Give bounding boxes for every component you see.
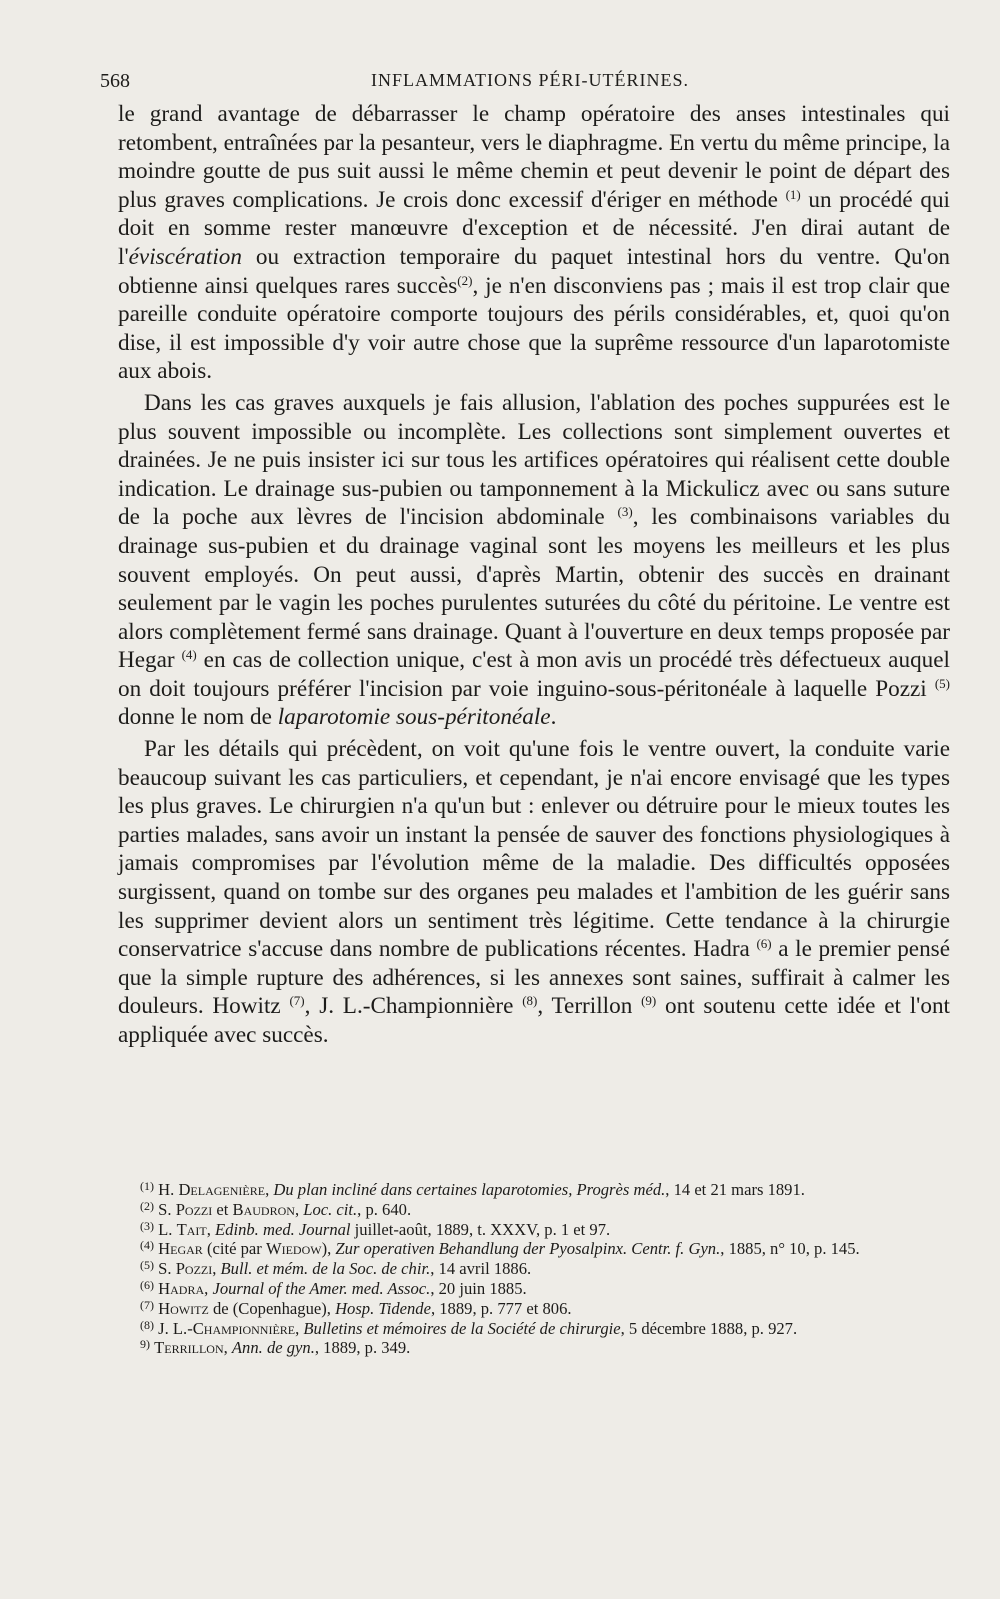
italic-text: laparotomie sous-péritonéale bbox=[277, 704, 551, 731]
footnote bbox=[118, 1220, 950, 1240]
author-name: Hegar bbox=[158, 1239, 203, 1259]
running-title: INFLAMMATIONS PÉRI-UTÉRINES. bbox=[370, 70, 689, 90]
italic-text: Loc. cit. bbox=[303, 1199, 358, 1219]
text-run: L. bbox=[154, 1219, 177, 1239]
italic-text: Bulletins et mémoires de la Société de chirurgie bbox=[303, 1318, 621, 1338]
footnote-mark: (4) bbox=[140, 1238, 154, 1253]
text-run: ou extraction temporaire du paquet intestinal hors du ventre. Qu'on obtienne ainsi quelques rares succès bbox=[118, 243, 950, 299]
text-run: , bbox=[206, 1219, 216, 1239]
footnote-ref: (2) bbox=[457, 272, 473, 288]
footnote-mark: 9) bbox=[140, 1337, 150, 1352]
paragraph bbox=[118, 389, 950, 732]
text-run: , je n'en disconviens pas ; mais il est trop clair que pareille conduite opératoire comporte toujours des périls considérables, et, quoi qu'on dise, il est impossible d'y voir autre chose que la suprême ressource d'un laparotomiste aux abois. bbox=[118, 272, 950, 385]
page-number: 568 bbox=[100, 70, 130, 92]
paragraph bbox=[118, 735, 950, 1050]
footnote-mark: (2) bbox=[140, 1198, 154, 1213]
italic-text: Hosp. Tidende bbox=[335, 1298, 431, 1318]
italic-text: Zur operativen Behandlung der Pyosalpinx. Centr. f. Gyn. bbox=[335, 1239, 721, 1259]
text-run: donne le nom de bbox=[118, 704, 278, 731]
italic-text: Du plan incliné dans certaines laparotomies, Progrès méd. bbox=[273, 1180, 666, 1199]
text-run: , bbox=[294, 1199, 304, 1219]
footnote-mark: (3) bbox=[140, 1218, 154, 1233]
text-run: , 14 avril 1886. bbox=[430, 1259, 532, 1279]
footnote-ref: (4) bbox=[181, 647, 197, 663]
italic-text: Ann. de gyn. bbox=[231, 1338, 315, 1358]
text-run: et bbox=[212, 1199, 233, 1219]
author-name: Hadra bbox=[158, 1278, 205, 1298]
footnote bbox=[118, 1299, 950, 1319]
author-name: Terrillon bbox=[154, 1338, 224, 1358]
author-name: Pozzi bbox=[175, 1199, 213, 1219]
footnote-mark: (6) bbox=[140, 1277, 154, 1292]
footnote-mark: (1) bbox=[140, 1179, 154, 1193]
text-run: , Terrillon bbox=[537, 993, 642, 1020]
author-name: Baudron bbox=[232, 1199, 295, 1219]
text-run: Dans les cas graves auxquels je fais allusion, l'ablation des poches suppurées est le plus souvent impossible ou incomplète. Les collections sont simplement ouvertes et drainées. Je ne puis insister ici sur tous les artifices opératoires qui réalisent cette double indication. Le drainage sus-pubien ou tamponnement à la Mickulicz avec ou sans suture de la poche aux lèvres de l'incision abdominale bbox=[118, 389, 950, 531]
text-run: , 5 décembre 1888, p. 927. bbox=[620, 1318, 798, 1338]
footnote bbox=[118, 1259, 950, 1279]
footnote bbox=[118, 1180, 950, 1200]
text-run: , bbox=[265, 1180, 274, 1199]
author-name: Tait bbox=[176, 1219, 207, 1239]
footnotes bbox=[118, 1180, 950, 1358]
text-run: J. bbox=[154, 1318, 173, 1338]
footnote-ref: (1) bbox=[785, 186, 801, 202]
text-run: S. bbox=[154, 1199, 176, 1219]
footnote-ref: (6) bbox=[756, 936, 772, 952]
footnote bbox=[118, 1279, 950, 1299]
author-name: Wiedow bbox=[265, 1239, 322, 1259]
text-run: , bbox=[223, 1338, 232, 1358]
body-text bbox=[118, 100, 950, 1050]
text-run: ), bbox=[321, 1239, 336, 1259]
text-run: juillet-août, 1889, t. XXXV, p. 1 et 97. bbox=[350, 1219, 611, 1239]
footnote bbox=[118, 1239, 950, 1259]
text-run: H. bbox=[154, 1180, 179, 1199]
text-run: , 1889, p. 349. bbox=[314, 1338, 411, 1358]
footnote bbox=[118, 1319, 950, 1339]
text-run: , 1889, p. 777 et 806. bbox=[430, 1298, 572, 1318]
italic-text: Bull. et mém. de la Soc. de chir. bbox=[220, 1259, 431, 1279]
text-run: de (Copenhague), bbox=[208, 1298, 336, 1318]
footnote-ref: (3) bbox=[617, 504, 633, 520]
footnote-ref: (5) bbox=[934, 675, 950, 691]
running-head bbox=[100, 70, 940, 96]
author-name: Howitz bbox=[158, 1298, 209, 1318]
text-run: , J. L.-Championnière bbox=[304, 993, 523, 1020]
text-run: . bbox=[550, 704, 557, 731]
text-run: le grand avantage de débarrasser le champ opératoire des anses intestinales qui retombent, entraînées par la pesanteur, vers le diaphragme. En vertu du même principe, la moindre goutte de pus suit aussi le même chemin et peut devenir le point de départ des plus graves complications. Je crois donc excessif d'ériger en méthode bbox=[118, 101, 950, 213]
text-run: , les combinaisons variables du drainage sus-pubien et du drainage vaginal sont les moyens les meilleurs et les plus souvent employés. On peut aussi, d'après Martin, obtenir des succès en drainant seulement par le vagin les poches purulentes suturées du côté du péritoine. Le ventre est alors complètement fermé sans drainage. Quant à l'ouverture en deux temps proposée par Hegar bbox=[118, 504, 950, 674]
text-run: , bbox=[295, 1318, 304, 1338]
italic-text: Edinb. med. Journal bbox=[215, 1219, 351, 1239]
text-run: Par les détails qui précèdent, on voit qu'une fois le ventre ouvert, la conduite varie beaucoup suivant les cas particuliers, et cependant, je n'ai encore envisagé que les types les plus graves. Le chirurgien n'a qu'un but : enlever ou détruire pour le mieux toutes les parties malades, sans avoir un instant la pensée de sauver des fonctions physiologiques à jamais compromises par l'évolution même de la maladie. Des difficultés opposées surgissent, quand on tombe sur des organes peu malades et l'ambition de les guérir sans les supprimer devient alors un sentiment très légitime. Cette tendance à la chirurgie conservatrice s'accuse dans nombre de publications récentes. Hadra bbox=[118, 736, 950, 963]
text-run: ont soutenu cette idée et l'ont appliquée avec succès. bbox=[118, 993, 950, 1048]
text-run: , bbox=[204, 1278, 213, 1298]
italic-text: Journal of the Amer. med. Assoc. bbox=[212, 1278, 431, 1298]
author-name: L.-Championnière bbox=[172, 1318, 296, 1338]
text-run: , bbox=[212, 1259, 221, 1279]
footnote-mark: (5) bbox=[140, 1258, 154, 1273]
text-run: un procédé qui doit en somme rester manœuvre d'exception et de nécessité. J'en dirai autant de l' bbox=[118, 186, 950, 270]
footnote-mark: (8) bbox=[140, 1317, 154, 1332]
text-run: S. bbox=[154, 1259, 176, 1279]
italic-text: éviscération bbox=[128, 243, 242, 270]
author-name: Delagenière bbox=[178, 1180, 266, 1199]
text-run: (cité par bbox=[202, 1239, 266, 1259]
footnote-ref: (7) bbox=[289, 993, 305, 1009]
text-run: en cas de collection unique, c'est à mon avis un procédé très défectueux auquel on doit toujours préférer l'incision par voie inguino-sous-péritonéale à laquelle Pozzi bbox=[118, 647, 950, 702]
footnote-ref: (9) bbox=[641, 993, 657, 1009]
text-run: , 14 et 21 mars 1891. bbox=[665, 1180, 805, 1199]
paragraph bbox=[118, 100, 950, 386]
text-run: a le premier pensé que la simple rupture des adhérences, si les annexes sont saines, suffirait à calmer les douleurs. Howitz bbox=[118, 936, 951, 1020]
footnote-mark: (7) bbox=[140, 1297, 154, 1312]
footnote-ref: (8) bbox=[522, 993, 538, 1009]
text-run: , p. 640. bbox=[357, 1199, 412, 1219]
text-run: , 1885, n° 10, p. 145. bbox=[720, 1239, 860, 1259]
footnote bbox=[118, 1338, 950, 1358]
text-run: , 20 juin 1885. bbox=[430, 1278, 527, 1298]
footnote bbox=[118, 1200, 950, 1220]
author-name: Pozzi bbox=[175, 1259, 213, 1279]
